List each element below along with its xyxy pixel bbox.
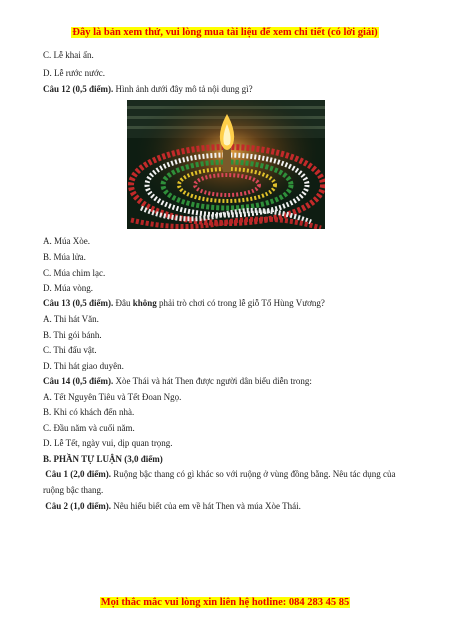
option-b-mua-lua: B. Múa lửa. [43, 252, 86, 262]
option-c-le-khai-an: C. Lễ khai ấn. [43, 50, 94, 60]
question-14 [43, 376, 312, 387]
question-13-label: Câu 13 (0,5 điểm). [43, 298, 114, 308]
question-14-text: Xòe Thái và hát Then được người dân biểu diễn trong: [113, 376, 312, 386]
essay-1-label: Câu 1 (2,0 điểm). [45, 469, 111, 479]
part-b-heading: B. PHẦN TỰ LUẬN (3,0 điểm) [43, 454, 163, 464]
option-d-thi-hat-giao-duyen: D. Thi hát giao duyên. [43, 361, 124, 371]
question-14-label: Câu 14 (0,5 điểm). [43, 376, 114, 386]
option-c-thi-dau-vat: C. Thi đấu vật. [43, 345, 97, 355]
hotline-footer: Mọi thắc mắc vui lòng xin liên hệ hotline: 084 283 45 85 [100, 597, 350, 608]
essay-question-2 [43, 501, 301, 512]
option-d-mua-vong: D. Múa vòng. [43, 283, 93, 293]
essay-question-1 [43, 466, 411, 498]
option-a-tet-nguyen-tieu: A. Tết Nguyên Tiêu và Tết Đoan Ngọ. [43, 392, 182, 402]
option-a-thi-hat-van: A. Thi hát Văn. [43, 314, 99, 324]
preview-banner: Đây là bản xem thử, vui lòng mua tài liệu để xem chi tiết (có lời giải) [72, 27, 378, 38]
question-13-emphasis: không [132, 298, 157, 308]
fire-dance-photo [127, 100, 325, 229]
question-12 [43, 84, 253, 95]
essay-2-text: Nêu hiểu biết của em về hát Then và múa Xòe Thái. [111, 501, 301, 511]
essay-1-text: Ruộng bậc thang có gì khác so với ruộng ở vùng đồng bằng. Nêu tác dụng của ruộng bậc thang. [43, 469, 396, 495]
option-b-khach-den-nha: B. Khi có khách đến nhà. [43, 407, 135, 417]
question-12-text: Hình ảnh dưới đây mô tả nội dung gì? [113, 84, 253, 94]
option-b-thi-goi-banh: B. Thi gói bánh. [43, 330, 102, 340]
option-d-le-tet: D. Lễ Tết, ngày vui, dịp quan trọng. [43, 438, 173, 448]
option-a-mua-xoe: A. Múa Xòe. [43, 236, 90, 246]
option-c-dau-nam-cuoi-nam: C. Đầu năm và cuối năm. [43, 423, 135, 433]
option-c-mua-chim-lac: C. Múa chim lạc. [43, 268, 106, 278]
question-12-label: Câu 12 (0,5 điểm). [43, 84, 114, 94]
essay-2-label: Câu 2 (1,0 điểm). [45, 501, 111, 511]
question-13: Câu 13 (0,5 điểm). Đâu không phải trò chơi có trong lễ giỗ Tổ Hùng Vương? [43, 298, 325, 308]
option-d-le-ruoc-nuoc: D. Lễ rước nước. [43, 68, 106, 78]
